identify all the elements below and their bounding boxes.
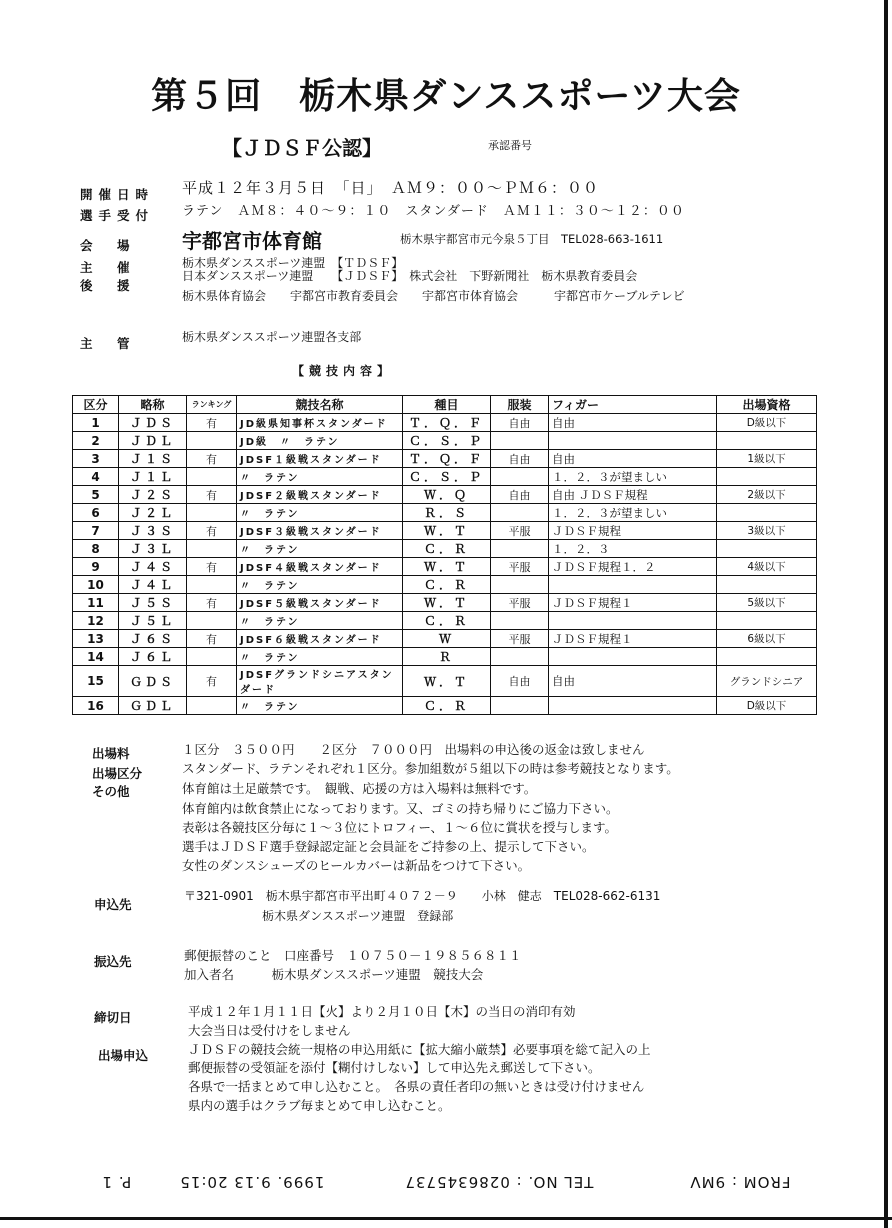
info-value-support: 日本ダンススポーツ連盟 【ＪＤＳＦ】 株式会社 下野新聞社 栃木県教育委員会 <box>182 269 638 283</box>
row-dress: 平服 <box>491 594 549 612</box>
row-abbr: Ｊ２Ｓ <box>119 486 187 504</box>
info-label-host: 主 催 <box>80 260 136 275</box>
row-event-name: JD級県知事杯スタンダード <box>237 414 403 432</box>
table-row <box>73 594 817 612</box>
row-qualification <box>717 612 817 630</box>
row-dress: 平服 <box>491 630 549 648</box>
note-other-4: 選手はＪＤＳＦ選手登録認定証と会員証をご持参の上、提示して下さい。 <box>182 839 595 854</box>
row-figure: １．２．３が望ましい <box>549 468 717 486</box>
row-figure: ＪＤＳＦ規程 <box>549 522 717 540</box>
row-ranking <box>187 432 237 450</box>
row-event-name: 〃 ラテン <box>237 468 403 486</box>
table-row <box>73 504 817 522</box>
row-event: Ｃ．Ｓ．Ｐ <box>403 468 491 486</box>
row-division: 11 <box>73 594 119 612</box>
row-abbr: Ｊ１Ｌ <box>119 468 187 486</box>
row-dress: 平服 <box>491 558 549 576</box>
row-ranking: 有 <box>187 630 237 648</box>
table-row <box>73 468 817 486</box>
note-division: スタンダード、ラテンそれぞれ１区分。参加組数が５組以下の時は参考競技となります。 <box>182 761 679 776</box>
row-ranking <box>187 648 237 666</box>
entry-line-2: 郵便振替の受領証を添付【糊付けしない】して申込先え郵送して下さい。 <box>188 1060 601 1075</box>
row-event-name: JDSF１級戦スタンダード <box>237 450 403 468</box>
table-row <box>73 648 817 666</box>
row-dress <box>491 504 549 522</box>
table-row <box>73 612 817 630</box>
header-division: 区分 <box>73 396 119 414</box>
row-ranking <box>187 540 237 558</box>
row-event-name: 〃 ラテン <box>237 648 403 666</box>
row-event: Ｃ．Ｒ <box>403 576 491 594</box>
row-figure: １．２．３が望ましい <box>549 504 717 522</box>
row-division: 5 <box>73 486 119 504</box>
subtitle: 【ＪＤＳＦ公認】 <box>222 136 382 160</box>
note-other-5: 女性のダンスシューズのヒールカバーは新品をつけて下さい。 <box>182 858 531 873</box>
note-other-2: 体育館内は飲食禁止になっております。又、ゴミの持ち帰りにご協力下さい。 <box>182 801 619 816</box>
header-abbr: 略称 <box>119 396 187 414</box>
table-row <box>73 697 817 715</box>
deadline-label: 締切日 <box>94 1010 132 1025</box>
row-event: Ｒ．Ｓ <box>403 504 491 522</box>
row-event: Ｃ．Ｒ <box>403 540 491 558</box>
row-event-name: 〃 ラテン <box>237 540 403 558</box>
competition-table <box>72 395 817 715</box>
row-event: Ｃ．Ｒ <box>403 612 491 630</box>
header-ranking: ランキング <box>187 396 237 414</box>
row-event-name: JDSF６級戦スタンダード <box>237 630 403 648</box>
row-event-name: JDSF５級戦スタンダード <box>237 594 403 612</box>
row-abbr: Ｊ３Ｌ <box>119 540 187 558</box>
row-event: Ｗ．Ｔ <box>403 522 491 540</box>
payment-line-2: 加入者名 栃木県ダンススポーツ連盟 競技大会 <box>184 967 484 982</box>
row-event-name: 〃 ラテン <box>237 576 403 594</box>
note-other-1: 体育館は土足厳禁です。 観戦、応援の方は入場料は無料です。 <box>182 781 537 796</box>
row-qualification: 6級以下 <box>717 630 817 648</box>
row-event: Ｗ．Ｔ <box>403 558 491 576</box>
entry-line-1: ＪＤＳＦの競技会統一規格の申込用紙に【拡大縮小厳禁】必要事項を総て記入の上 <box>188 1042 651 1057</box>
row-ranking: 有 <box>187 486 237 504</box>
table-row <box>73 432 817 450</box>
row-ranking <box>187 504 237 522</box>
row-dress <box>491 697 549 715</box>
header-event-name: 競技名称 <box>237 396 403 414</box>
info-value-reception: ラテン ＡＭ８：４０～９：１０ スタンダード ＡＭ１１：３０～１２：００ <box>182 204 685 219</box>
row-figure: １．２．３ <box>549 540 717 558</box>
row-figure: 自由 <box>549 450 717 468</box>
row-figure <box>549 576 717 594</box>
row-division: 2 <box>73 432 119 450</box>
row-qualification: 3級以下 <box>717 522 817 540</box>
row-qualification <box>717 432 817 450</box>
note-label-division: 出場区分 <box>92 766 143 781</box>
row-event: Ｗ．Ｔ <box>403 594 491 612</box>
row-abbr: Ｊ４Ｓ <box>119 558 187 576</box>
row-figure: ＪＤＳＦ規程１．２ <box>549 558 717 576</box>
row-event: Ｗ．Ｔ <box>403 666 491 697</box>
approval-label: 承認番号 <box>488 139 532 152</box>
row-ranking: 有 <box>187 666 237 697</box>
info-label-reception: 選手受付 <box>80 208 155 223</box>
info-value-host: 栃木県ダンススポーツ連盟 【ＴＤＳＦ】 <box>182 256 404 270</box>
row-division: 8 <box>73 540 119 558</box>
row-figure: 自由 <box>549 414 717 432</box>
apply-label: 申込先 <box>94 897 132 912</box>
table-row <box>73 450 817 468</box>
row-ranking: 有 <box>187 558 237 576</box>
table-row <box>73 666 817 697</box>
row-qualification: D級以下 <box>717 414 817 432</box>
section-title: 【競技内容】 <box>292 364 395 378</box>
note-label-other: その他 <box>92 784 130 799</box>
row-abbr: Ｊ２Ｌ <box>119 504 187 522</box>
row-qualification: 1級以下 <box>717 450 817 468</box>
row-ranking: 有 <box>187 414 237 432</box>
row-division: 14 <box>73 648 119 666</box>
row-figure: 自由 ＪＤＳＦ規程 <box>549 486 717 504</box>
row-qualification <box>717 504 817 522</box>
row-qualification: D級以下 <box>717 697 817 715</box>
row-division: 15 <box>73 666 119 697</box>
row-dress <box>491 576 549 594</box>
row-figure: ＪＤＳＦ規程１ <box>549 630 717 648</box>
row-division: 1 <box>73 414 119 432</box>
info-value-venue: 宇都宮市体育館 <box>182 229 322 253</box>
row-abbr: Ｊ１Ｓ <box>119 450 187 468</box>
row-abbr: ＪＤＬ <box>119 432 187 450</box>
row-event: Ｔ．Ｑ．Ｆ <box>403 450 491 468</box>
info-label-date: 開催日時 <box>80 187 155 202</box>
row-event: Ｗ．Ｑ <box>403 486 491 504</box>
row-division: 4 <box>73 468 119 486</box>
row-event-name: JD級 〃 ラテン <box>237 432 403 450</box>
payment-label: 振込先 <box>94 954 132 969</box>
page-title: 第５回 栃木県ダンススポーツ大会 <box>151 76 741 117</box>
row-qualification <box>717 468 817 486</box>
row-dress <box>491 648 549 666</box>
fax-footer: FROM : 9MV TEL NO. : 0286345737 1999. 9.13 20:15 P. 1 <box>101 1173 791 1191</box>
info-label-support: 後 援 <box>80 278 136 293</box>
row-division: 7 <box>73 522 119 540</box>
row-ranking: 有 <box>187 594 237 612</box>
row-qualification: 4級以下 <box>717 558 817 576</box>
row-dress <box>491 540 549 558</box>
row-event-name: 〃 ラテン <box>237 612 403 630</box>
row-abbr: ＧＤＳ <box>119 666 187 697</box>
row-event: Ｔ．Ｑ．Ｆ <box>403 414 491 432</box>
row-division: 12 <box>73 612 119 630</box>
table-row <box>73 576 817 594</box>
table-header-row <box>73 396 817 414</box>
row-figure: 自由 <box>549 666 717 697</box>
row-event-name: JDSF４級戦スタンダード <box>237 558 403 576</box>
row-figure <box>549 612 717 630</box>
header-dress: 服装 <box>491 396 549 414</box>
row-division: 10 <box>73 576 119 594</box>
row-division: 13 <box>73 630 119 648</box>
note-fee: １区分 ３５００円 ２区分 ７０００円 出場料の申込後の返金は致しません <box>182 742 645 757</box>
row-dress: 自由 <box>491 666 549 697</box>
row-qualification <box>717 540 817 558</box>
row-dress <box>491 468 549 486</box>
row-abbr: Ｊ５Ｓ <box>119 594 187 612</box>
row-qualification: 2級以下 <box>717 486 817 504</box>
info-venue-address: 栃木県宇都宮市元今泉５丁目 TEL028-663-1611 <box>400 232 664 246</box>
row-event: Ｗ <box>403 630 491 648</box>
row-abbr: Ｊ６Ｓ <box>119 630 187 648</box>
apply-line-2: 栃木県ダンススポーツ連盟 登録部 <box>262 909 454 923</box>
row-dress: 平服 <box>491 522 549 540</box>
row-event-name: JDSF２級戦スタンダード <box>237 486 403 504</box>
fax-edge <box>0 1217 892 1220</box>
entry-line-4: 県内の選手はクラブ毎まとめて申し込むこと。 <box>188 1098 451 1113</box>
apply-line-1: 〒321-0901 栃木県宇都宮市平出町４０７２－９ 小林 健志 TEL028-662-6131 <box>184 889 661 903</box>
row-abbr: ＧＤＬ <box>119 697 187 715</box>
table-row <box>73 630 817 648</box>
table-row <box>73 486 817 504</box>
row-division: 6 <box>73 504 119 522</box>
row-dress: 自由 <box>491 450 549 468</box>
row-abbr: Ｊ６Ｌ <box>119 648 187 666</box>
row-event: Ｒ <box>403 648 491 666</box>
table-row <box>73 558 817 576</box>
info-value-management: 栃木県ダンススポーツ連盟各支部 <box>182 330 362 344</box>
deadline-line-2: 大会当日は受付けをしません <box>188 1023 351 1038</box>
info-value-support-2: 栃木県体育協会 宇都宮市教育委員会 宇都宮市体育協会 宇都宮市ケーブルテレビ <box>182 289 685 303</box>
info-value-date: 平成１２年３月５日 「日」 ＡＭ９：００～ＰＭ６：００ <box>182 179 600 197</box>
row-ranking <box>187 612 237 630</box>
row-qualification <box>717 648 817 666</box>
row-figure: ＪＤＳＦ規程１ <box>549 594 717 612</box>
row-ranking <box>187 468 237 486</box>
header-event: 種目 <box>403 396 491 414</box>
row-dress <box>491 612 549 630</box>
entry-line-3: 各県で一括まとめて申し込むこと。 各県の責任者印の無いときは受け付けません <box>188 1079 645 1094</box>
row-event-name: JDSFグランドシニアスタンダード <box>237 666 403 697</box>
row-ranking: 有 <box>187 522 237 540</box>
row-dress <box>491 432 549 450</box>
table-row <box>73 522 817 540</box>
note-label-fee: 出場料 <box>92 746 130 761</box>
header-figure: フィガー <box>549 396 717 414</box>
row-figure <box>549 648 717 666</box>
table-row <box>73 414 817 432</box>
row-abbr: Ｊ３Ｓ <box>119 522 187 540</box>
row-qualification <box>717 576 817 594</box>
row-figure <box>549 697 717 715</box>
row-figure <box>549 432 717 450</box>
row-division: 9 <box>73 558 119 576</box>
payment-line-1: 郵便振替のこと 口座番号 １０７５０－１９８５６８１１ <box>184 948 522 963</box>
header-qualification: 出場資格 <box>717 396 817 414</box>
row-division: 3 <box>73 450 119 468</box>
row-division: 16 <box>73 697 119 715</box>
row-qualification: 5級以下 <box>717 594 817 612</box>
row-dress: 自由 <box>491 486 549 504</box>
row-qualification: グランドシニア <box>717 666 817 697</box>
row-ranking <box>187 697 237 715</box>
row-abbr: Ｊ５Ｌ <box>119 612 187 630</box>
row-event-name: 〃 ラテン <box>237 504 403 522</box>
row-abbr: ＪＤＳ <box>119 414 187 432</box>
row-abbr: Ｊ４Ｌ <box>119 576 187 594</box>
row-event: Ｃ．Ｒ <box>403 697 491 715</box>
table-row <box>73 540 817 558</box>
info-label-management: 主 管 <box>80 336 136 351</box>
row-event-name: 〃 ラテン <box>237 697 403 715</box>
entry-label: 出場申込 <box>98 1048 149 1063</box>
row-event-name: JDSF３級戦スタンダード <box>237 522 403 540</box>
row-dress: 自由 <box>491 414 549 432</box>
note-other-3: 表彰は各競技区分毎に１～３位にトロフィー、１～６位に賞状を授与します。 <box>182 820 618 835</box>
row-event: Ｃ．Ｓ．Ｐ <box>403 432 491 450</box>
row-ranking <box>187 576 237 594</box>
row-ranking: 有 <box>187 450 237 468</box>
scan-edge <box>884 0 888 1228</box>
deadline-line-1: 平成１２年１月１１日【火】より２月１０日【木】の当日の消印有効 <box>188 1004 576 1019</box>
info-label-venue: 会 場 <box>80 238 136 253</box>
